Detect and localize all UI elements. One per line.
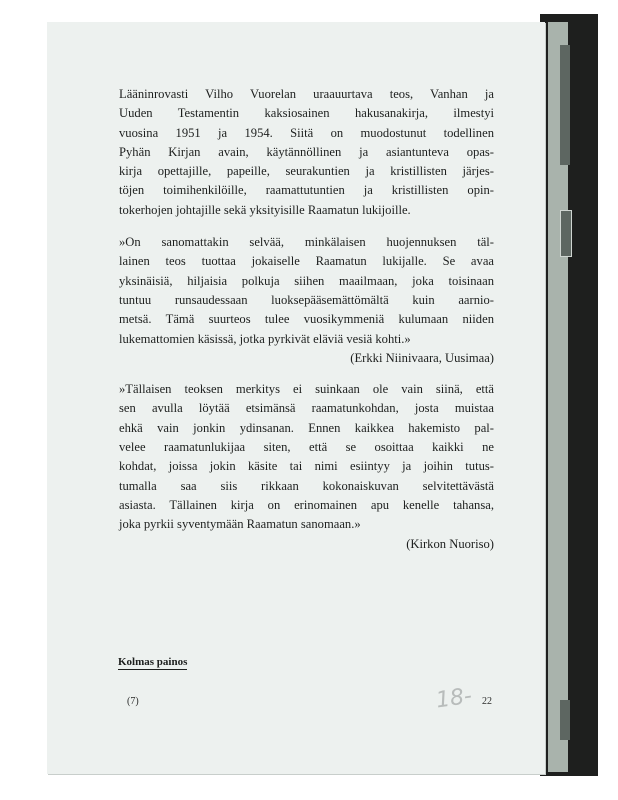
text-line: joka pyrkii syventymään Raamatun sanomaan.» <box>119 517 361 532</box>
text-line: vuosina 1951 ja 1954. Siitä on muodostunut todellinen <box>119 125 494 140</box>
quote-attribution: (Kirkon Nuoriso) <box>406 536 494 551</box>
spine-label-lower <box>560 700 570 740</box>
text-line: Lääninrovasti Vilho Vuorelan uraauurtava teos, Vanhan ja <box>119 87 494 101</box>
text-line: töjen toimihenkilöille, raamattutuntien ja kristillisten opin- <box>119 183 494 198</box>
text-line: tumalla saa siis rikkaan kokonaiskuvan selvitettävästä <box>119 478 494 493</box>
text-line: velee raamatunlukijaa siten, että se osoittaa kaikki ne <box>119 440 494 455</box>
text-line: asiasta. Tällainen kirja on erinomainen apu kenelle tahansa, <box>119 497 494 512</box>
text-line: metsä. Tämä suurteos tulee vuosikymmeniä kulumaan niiden <box>119 312 494 327</box>
text-line: lainen teos tuottaa jokaiselle Raamatun lukijalle. Se avaa <box>119 254 494 269</box>
spine-label-middle <box>560 210 572 257</box>
paragraph-intro <box>119 85 494 220</box>
footer-left-number: (7) <box>127 696 139 707</box>
book-page <box>47 22 545 774</box>
quote-attribution: (Erkki Niinivaara, Uusimaa) <box>350 350 494 365</box>
paragraph-quote-kirkon-nuoriso <box>119 380 494 554</box>
text-line: tokerhojen johtajille sekä yksityisille Raamatun lukijoille. <box>119 202 411 217</box>
footer-right-number: 22 <box>482 696 492 707</box>
text-line: kirja opettajille, papeille, seurakuntien ja kristillisten järjes- <box>119 164 494 179</box>
text-line: lukemattomien käsissä, jotka pyrkivät eläviä vesiä kohti.» <box>119 331 411 346</box>
text-block <box>119 85 494 554</box>
text-line: Uuden Testamentin kaksiosainen hakusanakirja, ilmestyi <box>119 106 494 121</box>
text-line: »Tällaisen teoksen merkitys ei suinkaan ole vain siinä, että <box>119 382 494 397</box>
text-line: »On sanomattakin selvää, minkälaisen huojennuksen täl- <box>119 235 494 250</box>
text-line: tuntuu runsaudessaan luoksepääsemättömältä kuin aarnio- <box>119 292 494 307</box>
text-line: yksinäisiä, hiljaisia polkuja siihen maailmaan, joka toisinaan <box>119 273 494 288</box>
text-line: sen avulla löytää etsimänsä raamatunkohdan, josta muistaa <box>119 401 494 416</box>
text-line: Pyhän Kirjan avain, käytännöllinen ja asiantunteva opas- <box>119 144 494 159</box>
handwritten-note: 18- <box>434 683 474 714</box>
text-line: kohdat, joissa jokin käsite tai nimi esiintyy ja joihin tutus- <box>119 459 494 474</box>
spine-label-upper <box>560 45 570 165</box>
edition-label: Kolmas painos <box>118 656 188 668</box>
text-line: ehkä vain jonkin ydinsanan. Ennen kaikkea hakemisto pal- <box>119 420 494 435</box>
paragraph-quote-niinivaara <box>119 233 494 368</box>
